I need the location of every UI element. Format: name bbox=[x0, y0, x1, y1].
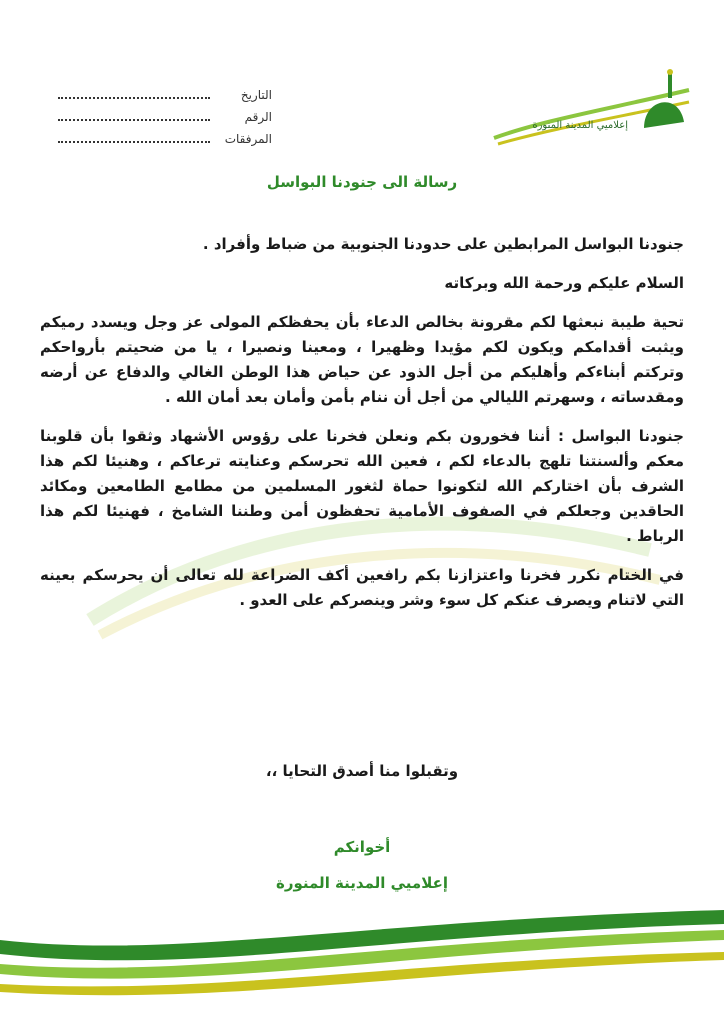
attachments-label: المرفقات bbox=[224, 132, 272, 146]
number-dotted-line bbox=[58, 111, 210, 121]
salutation: جنودنا البواسل المرابطين على حدودنا الجنوبية من ضباط وأفراد . bbox=[202, 235, 684, 253]
date-dotted-line bbox=[58, 89, 210, 99]
signature-brothers: أخوانكم bbox=[333, 838, 391, 856]
attachments-dotted-line bbox=[58, 133, 210, 143]
closing-line: وتقبلوا منا أصدق التحايا ،، bbox=[265, 762, 459, 780]
footer-swoosh bbox=[0, 900, 724, 1024]
date-field bbox=[52, 88, 272, 110]
paragraph-1: تحية طيبة نبعثها لكم مقرونة بخالص الدعاء بأن يحفظكم المولى عز وجل ويسدد رميكم ويثبت أقدامكم ويكون لكم مؤيدا وظهيرا ، ومعينا ونصيرا ، يا من ضحيتم بأرواحكم وتركتم أبناءكم وأهليكم من أجل الذود عن حياض هذا الوطن الغالي والدفاع عن أرضه ومقدساته ، وسهرتم الليالي من أجل أن ننام بأمن وأمان بعد أمان الله . bbox=[40, 313, 684, 406]
attachments-field bbox=[52, 132, 272, 154]
org-logo bbox=[484, 60, 694, 160]
number-field bbox=[52, 110, 272, 132]
letter-title: رسالة الى جنودنا البواسل bbox=[266, 173, 458, 191]
greeting: السلام عليكم ورحمة الله وبركاته bbox=[444, 274, 684, 292]
paragraph-3: في الختام نكرر فخرنا واعتزازنا بكم رافعين أكف الضراعة لله تعالى أن يحرسكم بعينه التي لاتنام ويصرف عنكم كل سوء وشر وينصركم على العدو . bbox=[40, 566, 684, 609]
letter-body bbox=[40, 232, 684, 613]
signature-org: إعلاميي المدينة المنورة bbox=[275, 874, 448, 892]
org-logo-text: إعلاميي المدينة المنورة bbox=[532, 120, 628, 131]
number-label: الرقم bbox=[244, 110, 272, 124]
date-label: التاريخ bbox=[240, 88, 272, 102]
header-fields bbox=[52, 88, 272, 154]
dome-emblem-icon bbox=[484, 60, 694, 160]
paragraph-2: جنودنا البواسل : أننا فخورون بكم ونعلن فخرنا على رؤوس الأشهاد وثقوا بأن قلوبنا معكم وألسنتنا تلهج بالدعاء لكم ، فعين الله تحرسكم وعنايته ترعاكم ، وهنيئا لكم هذا الشرف بأن اختاركم الله لتكونوا حماة لثغور المسلمين من مطامع الطامعين ومكائد الحاقدين وجعلكم في الصفوف الأمامية تحفظون أمن وطننا الشامخ ، فهنيئا لكم هذا الرباط . bbox=[40, 427, 684, 545]
